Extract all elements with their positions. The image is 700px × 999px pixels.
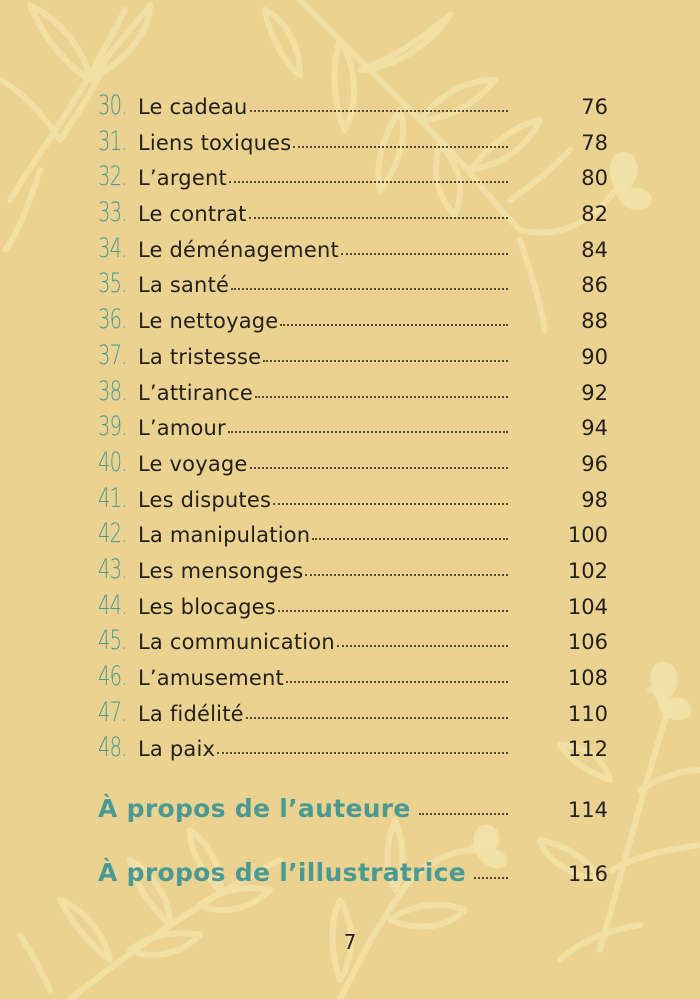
page-ref: 92 (581, 380, 608, 405)
page-ref: 112 (567, 737, 608, 762)
toc-entry-about-author[interactable] (98, 796, 608, 846)
dot-leader (273, 503, 508, 505)
toc-entry-35[interactable] (98, 270, 608, 306)
page-ref: 90 (581, 344, 608, 369)
chapter-number: 45. (98, 625, 127, 657)
chapter-title: Les mensonges (138, 558, 304, 583)
page-ref: 82 (581, 202, 608, 227)
page-ref: 96 (581, 451, 608, 476)
appendix-section (98, 796, 608, 910)
page-ref: 80 (581, 166, 608, 191)
chapter-title: La tristesse (138, 344, 262, 369)
chapter-title: Le contrat (138, 202, 247, 227)
chapter-title: La manipulation (138, 523, 311, 548)
page-ref: 86 (581, 273, 608, 298)
dot-leader (250, 110, 508, 112)
chapter-number: 37. (98, 339, 127, 371)
dot-leader (249, 217, 508, 219)
chapter-title: L’amour (138, 416, 226, 441)
page-ref: 116 (567, 862, 608, 886)
toc-entry-31[interactable] (98, 125, 608, 164)
table-of-contents (98, 92, 608, 770)
chapter-title: L’argent (138, 166, 227, 191)
chapter-title: Les blocages (138, 594, 276, 619)
page-ref: 76 (581, 95, 608, 119)
chapter-number: 31. (98, 125, 127, 157)
chapter-number: 30. (98, 90, 127, 121)
toc-entry-32[interactable] (98, 163, 608, 199)
dot-leader (263, 360, 508, 362)
page-ref: 104 (567, 594, 608, 619)
chapter-title: La fidélité (138, 701, 244, 726)
chapter-title: Le déménagement (138, 237, 339, 262)
toc-entry-43[interactable] (98, 553, 608, 592)
chapter-number: 34. (98, 232, 127, 264)
chapter-number: 40. (98, 446, 127, 478)
dot-leader (250, 467, 508, 469)
dot-leader (255, 396, 508, 398)
dot-leader (312, 538, 508, 540)
chapter-title: Le nettoyage (138, 309, 279, 334)
chapter-number: 48. (98, 732, 127, 764)
chapter-number: 44. (98, 589, 127, 621)
dot-leader (280, 324, 508, 326)
chapter-number: 47. (98, 696, 127, 728)
dot-leader (228, 431, 508, 433)
chapter-number: 36. (98, 304, 127, 336)
dot-leader (229, 181, 508, 183)
toc-entry-38[interactable] (98, 375, 608, 414)
page-ref: 108 (567, 666, 608, 690)
dot-leader (305, 574, 508, 576)
chapter-number: 38. (98, 375, 127, 407)
dot-leader (419, 813, 508, 815)
dot-leader (474, 877, 508, 879)
chapter-title: Les disputes (138, 487, 272, 512)
chapter-title: La paix (138, 737, 216, 762)
dot-leader (246, 717, 508, 719)
toc-entry-40[interactable] (98, 446, 608, 485)
chapter-title: L’amusement (138, 666, 284, 690)
toc-entry-48[interactable] (98, 734, 608, 770)
chapter-number: 46. (98, 661, 127, 692)
toc-entry-39[interactable] (98, 413, 608, 449)
chapter-number: 43. (98, 553, 127, 585)
toc-entry-33[interactable] (98, 199, 608, 235)
toc-entry-37[interactable] (98, 339, 608, 378)
toc-entry-44[interactable] (98, 589, 608, 628)
chapter-title: Le voyage (138, 451, 248, 476)
chapter-number: 42. (98, 518, 127, 550)
toc-entry-41[interactable] (98, 482, 608, 521)
dot-leader (341, 253, 508, 255)
appendix-title: À propos de l’illustratrice (98, 858, 466, 887)
chapter-number: 41. (98, 482, 127, 514)
appendix-title: À propos de l’auteure (98, 794, 411, 823)
page-ref: 100 (567, 523, 608, 548)
toc-entry-42[interactable] (98, 520, 608, 556)
chapter-title: L’attirance (138, 380, 254, 405)
chapter-number: 39. (98, 411, 127, 443)
page-ref: 102 (567, 558, 608, 583)
page-ref: 78 (581, 130, 608, 155)
toc-entry-about-illustrator[interactable] (98, 860, 608, 910)
toc-entry-45[interactable] (98, 627, 608, 663)
chapter-number: 35. (98, 268, 127, 300)
page-ref: 88 (581, 309, 608, 334)
page-number: 7 (343, 930, 357, 954)
page-ref: 94 (581, 416, 608, 441)
dot-leader (278, 610, 508, 612)
page-ref: 106 (567, 630, 608, 655)
toc-entry-34[interactable] (98, 232, 608, 271)
page-ref: 84 (581, 237, 608, 262)
chapter-title: Liens toxiques (138, 130, 292, 155)
dot-leader (293, 146, 508, 148)
dot-leader (231, 288, 508, 290)
chapter-number: 32. (98, 161, 127, 193)
page-ref: 114 (567, 798, 608, 822)
toc-entry-30[interactable] (98, 92, 608, 128)
chapter-title: La communication (138, 630, 335, 655)
chapter-title: Le cadeau (138, 95, 248, 119)
dot-leader (217, 752, 508, 754)
chapter-title: La santé (138, 273, 230, 298)
page-ref: 110 (567, 701, 608, 726)
dot-leader (337, 645, 508, 647)
dot-leader (286, 681, 508, 683)
page-ref: 98 (581, 487, 608, 512)
toc-entry-47[interactable] (98, 696, 608, 735)
toc-entry-36[interactable] (98, 306, 608, 342)
chapter-number: 33. (98, 197, 127, 229)
toc-entry-46[interactable] (98, 663, 608, 699)
